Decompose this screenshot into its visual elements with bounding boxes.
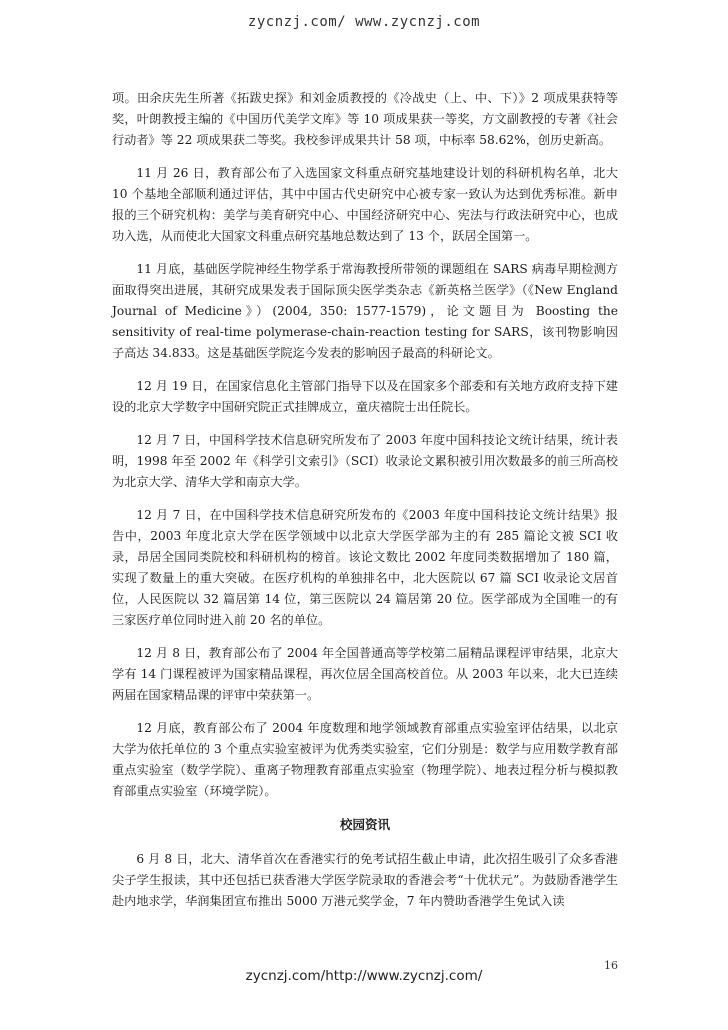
paragraph-medical-sci-papers: 12 月 7 日，在中国科学技术信息研究所发布的《2003 年度中国科技论文统计结果》报告中，2003 年度北京大学在医学领域中以北京大学医学部为主的有 285 篇论文被 SCI 收录，昂居全国同类院校和科研机构的榜首。该论文数比 2002 年度同类数据增加了 180 篇，实现了数量上的重大突破。在医疗机构的单独排名中，北大医院以 67 篇 SCI 收录论文居首位，人民医院以 32 篇居第 14 位，第三医院以 24 篇居第 20 位。医学部成为全国唯一的有三家医疗单位同时进入前 20 名的单位。 [112,508,618,627]
page-footer-watermark: zycnzj.com/http://www.zycnzj.com/ [245,968,483,984]
document-body [112,88,618,924]
paragraph-sci-citations: 12 月 7 日，中国科学技术信息研究所发布了 2003 年度中国科技论文统计结果，统计表明，1998 年至 2002 年《科学引文索引》（SCI）收录论文累积被引用次数最多的前三所高校为北京大学、清华大学和南京大学。 [112,433,618,489]
paragraph-key-labs: 12 月底，教育部公布了 2004 年度数理和地学领域教育部重点实验室评估结果，以北京大学为依托单位的 3 个重点实验室被评为优秀类实验室，它们分别是：数学与应用数学教育部重点实验室（数学学院）、重离子物理教育部重点实验室（物理学院）、地表过程分析与模拟教育部重点实验室（环境学院）。 [112,721,618,798]
paragraph-quality-courses: 12 月 8 日，教育部公布了 2004 年全国普通高等学校第二届精品课程评审结果，北京大学有 14 门课程被评为国家精品课程，再次位居全国高校首位。从 2003 年以来，北大已连续两届在国家精品课的评审中荣获第一。 [112,646,618,702]
page-header-watermark: zycnzj.com/ www.zycnzj.com [247,14,481,30]
paragraph-hong-kong-admissions: 6 月 8 日，北大、清华首次在香港实行的免考试招生截止申请，此次招生吸引了众多香港尖子学生报读，其中还包括已获香港大学医学院录取的香港会考“十优状元”。为鼓励香港学生赴内地求学，华润集团宣布推出 5000 万港元奖学金，7 年内赞助香港学生免试入读 [112,852,618,908]
paragraph-awards-continued: 项。田余庆先生所著《拓跋史探》和刘金质教授的《冷战史（上、中、下）》2 项成果获特等奖，叶朗教授主编的《中国历代美学文库》等 10 项成果获一等奖，方文副教授的专著《社会行动者》等 22 项成果获二等奖。我校参评成果共计 58 项，中标率 58.62%，创历史新高。 [112,91,618,147]
page-number: 16 [604,959,618,972]
paragraph-sars-research: 11 月底，基础医学院神经生物学系于常海教授所带领的课题组在 SARS 病毒早期检测方面取得突出进展，其研究成果发表于国际顶尖医学类杂志《新英格兰医学》（《New England Journal of Medicine》）(2004, 350: 1577-1579)，论文题目为 Boosting the sensitivity of real-time polymerase-chain-reaction testing for SARS，该刊物影响因子高达 34.833。这是基础医学院迄今发表的影响因子最高的科研论文。 [112,262,618,360]
paragraph-digital-china-institute: 12 月 19 日，在国家信息化主管部门指导下以及在国家多个部委和有关地方政府支持下建设的北京大学数字中国研究院正式挂牌成立，童庆禧院士出任院长。 [112,379,618,414]
paragraph-research-bases: 11 月 26 日，教育部公布了入选国家文科重点研究基地建设计划的科研机构名单，北大 10 个基地全部顺利通过评估，其中中国古代史研究中心被专家一致认为达到优秀标准。新申报的三个研究机构：美学与美育研究中心、中国经济研究中心、宪法与行政法研究中心，也成功入选，从而使北大国家文科重点研究基地总数达到了 13 个，跃居全国第一。 [112,166,618,243]
section-heading-campus-news: 校园资讯 [339,817,390,832]
